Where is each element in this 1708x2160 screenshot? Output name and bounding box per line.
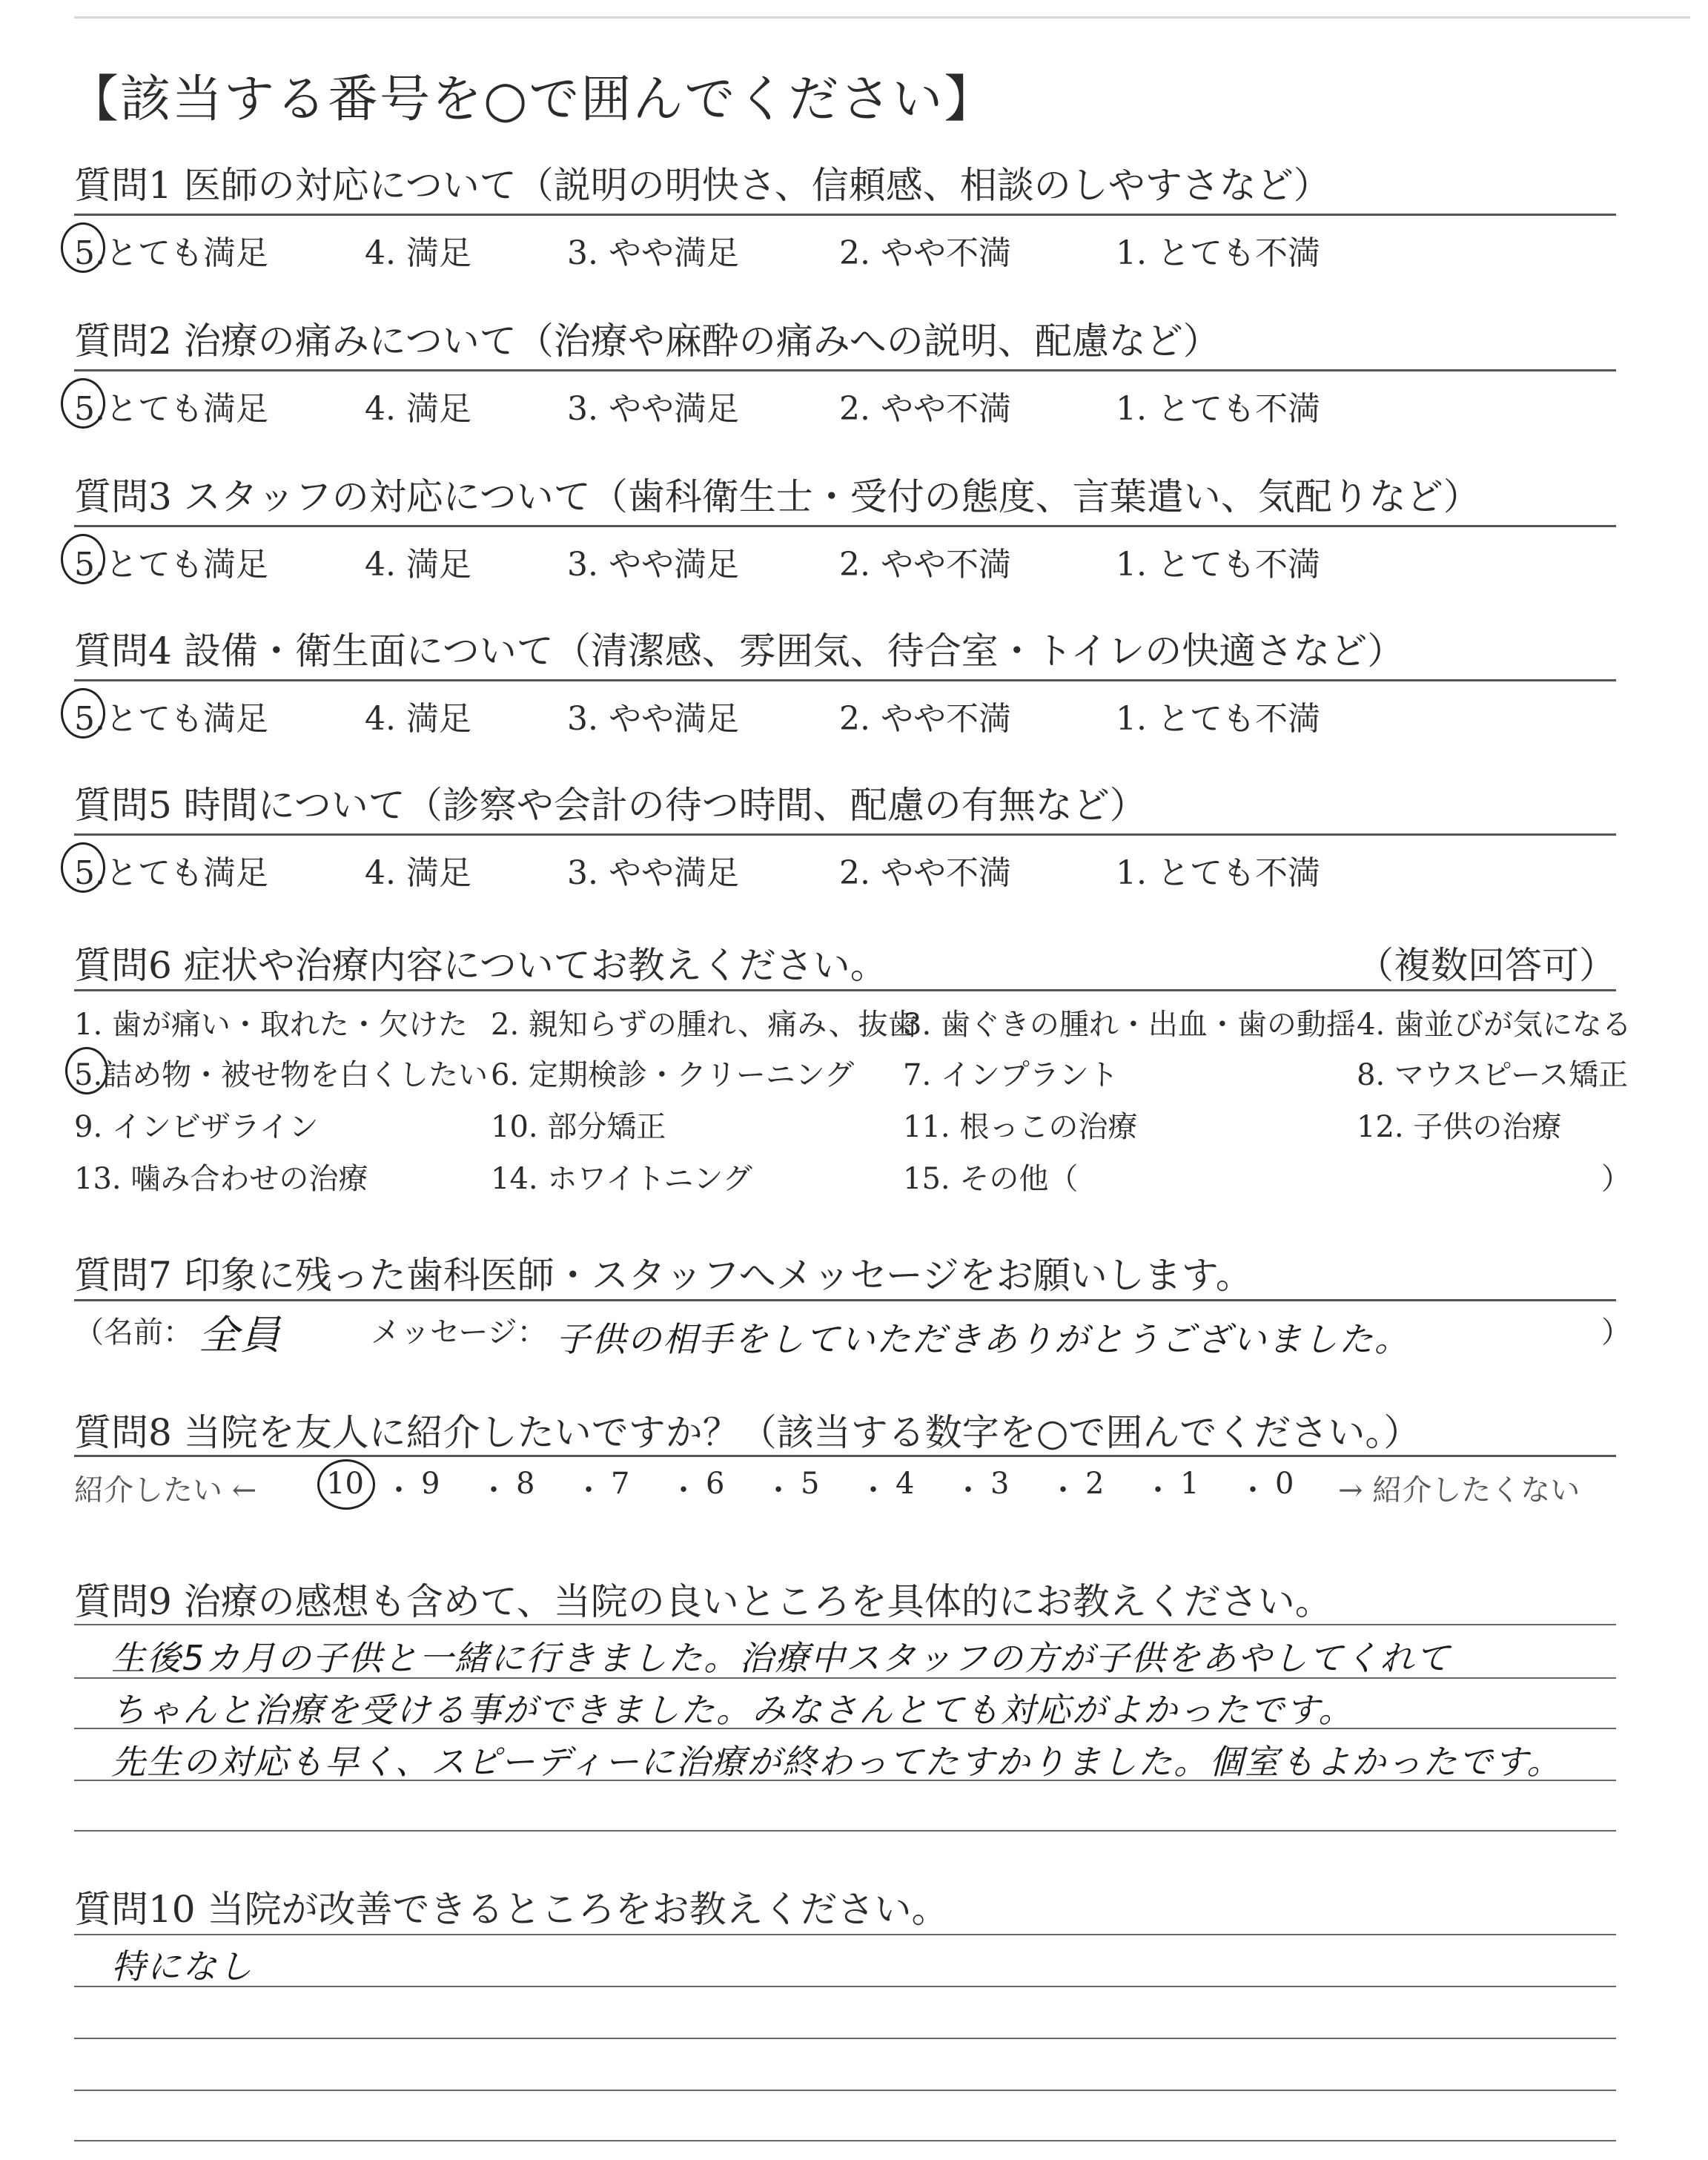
q2-option-3[interactable]: 3. やや満足 <box>567 390 739 428</box>
q2-option-1[interactable]: 1. とても不満 <box>1116 390 1320 428</box>
q8-separator: ・ <box>384 1473 414 1507</box>
q5-option-4[interactable]: 4. 満足 <box>365 854 471 892</box>
q10-answer[interactable]: 特になし <box>111 1946 254 1986</box>
q1-selected-circle <box>61 222 105 273</box>
q6-option-7[interactable]: 7. インプラント <box>903 1058 1119 1092</box>
q4-option-3[interactable]: 3. やや満足 <box>567 700 739 738</box>
q6-option-12[interactable]: 12. 子供の治療 <box>1357 1110 1562 1144</box>
q3-selected-circle <box>61 534 105 584</box>
q9-answer-line-3[interactable]: 先生の対応も早く、スピーディーに治療が終わってたすかりました。個室もよかったです。 <box>111 1742 1563 1782</box>
q8-scale-5[interactable]: 5 <box>801 1467 820 1501</box>
q3-option-3[interactable]: 3. やや満足 <box>567 546 739 584</box>
q7-close-paren: ） <box>1601 1315 1631 1350</box>
q7-name-label: （名前： <box>74 1315 193 1350</box>
q10-rule-5 <box>74 2140 1616 2141</box>
q2-option-2[interactable]: 2. やや不満 <box>839 390 1011 428</box>
q5-option-2[interactable]: 2. やや不満 <box>839 854 1011 892</box>
q6-option-2[interactable]: 2. 親知らずの腫れ、痛み、抜歯 <box>491 1008 918 1042</box>
q6-multiple-note: （複数回答可） <box>1357 944 1616 987</box>
q4-title: 質問4 設備・衛生面について（清潔感、雰囲気、待合室・トイレの快適さなど） <box>74 630 1405 673</box>
q8-scale-6[interactable]: 6 <box>706 1467 725 1501</box>
q10-rule-1 <box>74 1934 1616 1935</box>
q6-option-4[interactable]: 4. 歯並びが気になる <box>1357 1008 1632 1042</box>
q3-option-1[interactable]: 1. とても不満 <box>1116 546 1320 584</box>
q8-scale-3[interactable]: 3 <box>990 1467 1010 1501</box>
q4-selected-circle <box>61 688 105 739</box>
q6-option-5[interactable]: 5.詰め物・被せ物を白くしたい <box>74 1058 489 1092</box>
q8-separator: ・ <box>1238 1473 1268 1507</box>
q9-answer-line-1[interactable]: 生後5カ月の子供と一緒に行きました。治療中スタッフの方が子供をあやしてくれて <box>111 1638 1452 1678</box>
q4-option-5[interactable]: 5.とても満足 <box>74 700 268 738</box>
q6-option-13[interactable]: 13. 噛み合わせの治療 <box>74 1162 368 1196</box>
q3-option-5[interactable]: 5.とても満足 <box>74 546 268 584</box>
q9-answer-line-2[interactable]: ちゃんと治療を受ける事ができました。みなさんとても対応がよかったです。 <box>111 1690 1354 1730</box>
q9-title: 質問9 治療の感想も含めて、当院の良いところを具体的にお教えください。 <box>74 1580 1332 1623</box>
q3-rule <box>74 525 1616 527</box>
q8-selected-circle <box>317 1459 375 1510</box>
form-heading: 【該当する番号を○で囲んでください】 <box>68 70 996 129</box>
q8-scale-9[interactable]: 9 <box>421 1467 440 1501</box>
q1-option-4[interactable]: 4. 満足 <box>365 234 471 272</box>
q8-separator: ・ <box>574 1473 603 1507</box>
q4-rule <box>74 679 1616 681</box>
q6-option-15[interactable]: 15. その他（ <box>903 1162 1079 1196</box>
q8-scale-10[interactable]: 10 <box>326 1467 364 1501</box>
q4-option-4[interactable]: 4. 満足 <box>365 700 471 738</box>
q8-right-label: → 紹介したくない <box>1338 1473 1580 1507</box>
q7-title: 質問7 印象に残った歯科医師・スタッフへメッセージをお願いします。 <box>74 1254 1253 1297</box>
q7-message-value[interactable]: 子供の相手をしていただきありがとうございました。 <box>556 1319 1410 1359</box>
q7-rule <box>74 1299 1616 1301</box>
q3-option-2[interactable]: 2. やや不満 <box>839 546 1011 584</box>
q8-left-label: 紹介したい ← <box>74 1473 257 1507</box>
q8-separator: ・ <box>858 1473 888 1507</box>
q8-title: 質問8 当院を友人に紹介したいですか？（該当する数字を○で囲んでください。） <box>74 1411 1421 1454</box>
q3-option-4[interactable]: 4. 満足 <box>365 546 471 584</box>
q3-title: 質問3 スタッフの対応について（歯科衛生士・受付の態度、言葉遣い、気配りなど） <box>74 475 1480 518</box>
q8-scale-0[interactable]: 0 <box>1275 1467 1294 1501</box>
q8-scale-1[interactable]: 1 <box>1180 1467 1199 1501</box>
q7-message-label: メッセージ： <box>371 1315 547 1350</box>
q2-title: 質問2 治療の痛みについて（治療や麻酔の痛みへの説明、配慮など） <box>74 320 1220 363</box>
q8-separator: ・ <box>1143 1473 1173 1507</box>
q2-option-5[interactable]: 5.とても満足 <box>74 390 268 428</box>
q6-option-9[interactable]: 9. インビザライン <box>74 1110 319 1144</box>
q2-rule <box>74 369 1616 371</box>
q1-option-1[interactable]: 1. とても不満 <box>1116 234 1320 272</box>
q6-selected-circle <box>65 1047 108 1094</box>
q1-option-3[interactable]: 3. やや満足 <box>567 234 739 272</box>
q8-separator: ・ <box>953 1473 983 1507</box>
q5-option-5[interactable]: 5.とても満足 <box>74 854 268 892</box>
q8-scale-4[interactable]: 4 <box>896 1467 915 1501</box>
q1-option-5[interactable]: 5.とても満足 <box>74 234 268 272</box>
q6-option-1[interactable]: 1. 歯が痛い・取れた・欠けた <box>74 1008 468 1042</box>
q8-scale-8[interactable]: 8 <box>516 1467 535 1501</box>
q10-rule-2 <box>74 1986 1616 1987</box>
q4-option-2[interactable]: 2. やや不満 <box>839 700 1011 738</box>
q1-option-2[interactable]: 2. やや不満 <box>839 234 1011 272</box>
q6-rule <box>74 989 1616 991</box>
q10-title: 質問10 当院が改善できるところをお教えください。 <box>74 1888 949 1931</box>
q6-option-3[interactable]: 3. 歯ぐきの腫れ・出血・歯の動揺 <box>903 1008 1356 1042</box>
q6-option-14[interactable]: 14. ホワイトニング <box>491 1162 752 1196</box>
q4-option-1[interactable]: 1. とても不満 <box>1116 700 1320 738</box>
q8-scale-7[interactable]: 7 <box>611 1467 630 1501</box>
q6-option-8[interactable]: 8. マウスピース矯正 <box>1357 1058 1629 1092</box>
q8-separator: ・ <box>479 1473 509 1507</box>
q5-option-3[interactable]: 3. やや満足 <box>567 854 739 892</box>
top-border <box>74 16 1690 19</box>
q8-rule <box>74 1455 1616 1457</box>
q8-separator: ・ <box>1048 1473 1078 1507</box>
q8-separator: ・ <box>669 1473 698 1507</box>
q5-title: 質問5 時間について（診察や会計の待つ時間、配慮の有無など） <box>74 784 1147 827</box>
q8-scale-2[interactable]: 2 <box>1085 1467 1105 1501</box>
q6-option-16[interactable]: ） <box>1601 1162 1631 1196</box>
q2-selected-circle <box>61 378 105 429</box>
q5-option-1[interactable]: 1. とても不満 <box>1116 854 1320 892</box>
q5-selected-circle <box>61 842 105 893</box>
q6-option-6[interactable]: 6. 定期検診・クリーニング <box>491 1058 855 1092</box>
q7-name-value[interactable]: 全員 <box>199 1312 282 1358</box>
q6-option-11[interactable]: 11. 根っこの治療 <box>903 1110 1138 1144</box>
q8-separator: ・ <box>764 1473 793 1507</box>
q6-option-10[interactable]: 10. 部分矯正 <box>491 1110 666 1144</box>
q10-rule-4 <box>74 2090 1616 2091</box>
q6-title: 質問6 症状や治療内容についてお教えください。 <box>74 944 887 987</box>
q1-rule <box>74 214 1616 216</box>
q2-option-4[interactable]: 4. 満足 <box>365 390 471 428</box>
q9-rule-1 <box>74 1624 1616 1625</box>
q1-title: 質問1 医師の対応について（説明の明快さ、信頼感、相談のしやすさなど） <box>74 164 1331 207</box>
q5-rule <box>74 833 1616 836</box>
q9-rule-5 <box>74 1830 1616 1832</box>
q10-rule-3 <box>74 2038 1616 2039</box>
